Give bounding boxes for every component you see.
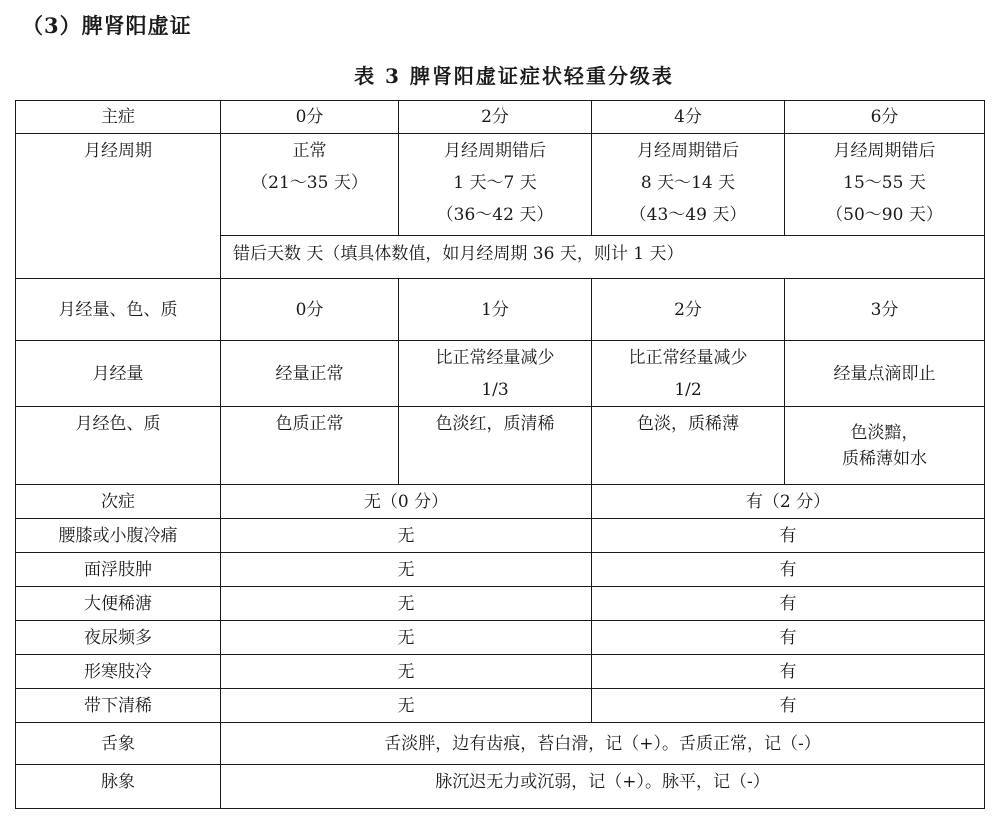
score-header-cell: 0分 (221, 101, 399, 134)
grade-cell (785, 407, 985, 485)
row-label: 舌象 (16, 723, 221, 765)
row-label: 月经色、质 (16, 407, 221, 485)
secondary-symptom-row (16, 655, 985, 689)
grade-cell (592, 134, 785, 236)
present-cell: 有 (592, 587, 985, 621)
cell-line: 1 天～7 天 (453, 173, 537, 193)
cell-line: （50～90 天） (826, 205, 943, 225)
cell-line: 比正常经量减少 (435, 347, 555, 368)
grade-cell: 色质正常 (221, 407, 399, 485)
flow-volume-row (16, 341, 985, 407)
tongue-row (16, 723, 985, 765)
cell-line: 月经周期错后 (833, 141, 936, 161)
row-label: 月经量 (16, 341, 221, 407)
row-label: 形寒肢冷 (16, 655, 221, 689)
cell-line: 1/2 (674, 379, 702, 400)
row-label: 月经周期 (16, 134, 221, 279)
secondary-symptom-row (16, 587, 985, 621)
cell-line: （36～42 天） (436, 205, 554, 225)
score-header-cell: 4分 (592, 101, 785, 134)
secondary-symptom-row (16, 553, 985, 587)
pulse-row (16, 765, 985, 809)
score-header-cell: 1分 (399, 279, 592, 341)
score-header-cell: 6分 (785, 101, 985, 134)
absent-cell: 无 (221, 621, 592, 655)
tongue-criteria: 舌淡胖，边有齿痕，苔白滑，记（+）。舌质正常，记（-） (221, 723, 985, 765)
grade-cell: 色淡，质稀薄 (592, 407, 785, 485)
main-symptom-header-row (16, 101, 985, 134)
cell-line: （43～49 天） (629, 205, 747, 225)
grade-cell (592, 341, 785, 407)
grade-cell: 经量点滴即止 (785, 341, 985, 407)
symptom-grading-table (15, 100, 985, 809)
row-label: 面浮肢肿 (16, 553, 221, 587)
absent-cell: 无 (221, 587, 592, 621)
grade-cell: 色淡红，质清稀 (399, 407, 592, 485)
cell-line: 15～55 天 (843, 173, 926, 193)
secondary-symptom-row (16, 519, 985, 553)
cell-line: 色淡黯， (850, 422, 919, 443)
present-cell: 有 (592, 655, 985, 689)
grade-cell: 经量正常 (221, 341, 399, 407)
score-header-cell: 0分 (221, 279, 399, 341)
secondary-symptom-header-row (16, 485, 985, 519)
score-header-cell: 2分 (592, 279, 785, 341)
absent-cell: 无 (221, 689, 592, 723)
row-label: 大便稀溏 (16, 587, 221, 621)
row-label: 夜尿频多 (16, 621, 221, 655)
absent-cell: 无 (221, 519, 592, 553)
absent-cell: 无 (221, 553, 592, 587)
secondary-symptom-row (16, 689, 985, 723)
score-header-cell: 3分 (785, 279, 985, 341)
cell-line: 比正常经量减少 (628, 347, 748, 368)
score-header-cell: 2分 (399, 101, 592, 134)
secondary-symptom-row (16, 621, 985, 655)
present-score-header: 有（2 分） (592, 485, 985, 519)
cell-line: 1/3 (481, 379, 509, 400)
grade-cell (399, 134, 592, 236)
row-label: 脉象 (16, 765, 221, 809)
cell-line: 月经周期错后 (637, 141, 739, 161)
absent-cell: 无 (221, 655, 592, 689)
present-cell: 有 (592, 621, 985, 655)
row-label: 腰膝或小腹冷痛 (16, 519, 221, 553)
grade-cell (399, 341, 592, 407)
flow-color-row (16, 407, 985, 485)
cell-line: 正常 (292, 141, 327, 161)
cell-line: 质稀薄如水 (842, 448, 927, 469)
header-cell: 月经量、色、质 (16, 279, 221, 341)
absent-score-header: 无（0 分） (221, 485, 592, 519)
pulse-criteria: 脉沉迟无力或沉弱，记（+）。脉平，记（-） (221, 765, 985, 809)
cell-line: 月经周期错后 (444, 141, 546, 161)
grade-cell (785, 134, 985, 236)
table-caption: 表 3 脾肾阳虚证症状轻重分级表 (354, 64, 674, 88)
cell-line: 8 天～14 天 (640, 173, 736, 193)
present-cell: 有 (592, 689, 985, 723)
flow-header-row (16, 279, 985, 341)
row-label: 带下清稀 (16, 689, 221, 723)
present-cell: 有 (592, 553, 985, 587)
header-cell: 次症 (16, 485, 221, 519)
grade-cell (221, 134, 399, 236)
section-heading: （3）脾肾阳虚证 (22, 13, 192, 38)
header-cell: 主症 (16, 101, 221, 134)
menstrual-cycle-row (16, 134, 985, 236)
present-cell: 有 (592, 519, 985, 553)
cell-line: （21～35 天） (251, 173, 368, 193)
delay-days-note: 错后天数 天（填具体数值，如月经周期 36 天，则计 1 天） (221, 236, 985, 279)
